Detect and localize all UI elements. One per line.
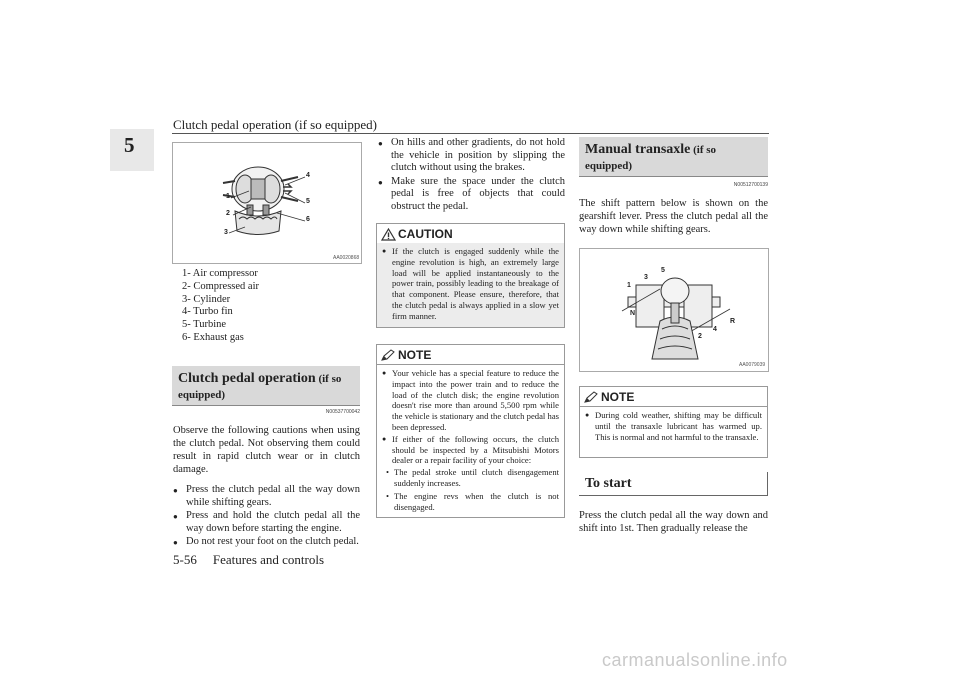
page-footer <box>173 552 340 568</box>
caution-label: CAUTION <box>398 227 453 241</box>
caution-body <box>377 243 564 327</box>
list-item: ● Do not rest your foot on the clutch pedal. <box>173 536 360 549</box>
note-label: NOTE <box>601 390 635 404</box>
callout-3: 3 <box>224 229 228 236</box>
legend-item: 1- Air compressor <box>182 268 258 279</box>
note-pencil-icon <box>381 349 396 361</box>
page-number: 5-56 <box>173 552 197 567</box>
caution-box <box>376 223 565 328</box>
list-item: ● During cold weather, shifting may be difficult until the transaxle lubricant has warmed up. This is normal and not harmful to the transaxle. <box>585 410 762 442</box>
heading-qualifier-line2: equipped) <box>585 160 633 172</box>
list-item: ● Press and hold the clutch pedal all the way down before starting the engine. <box>173 510 360 535</box>
sub-list-item: • The pedal stroke until clutch disengagement suddenly increases. <box>386 467 559 489</box>
legend-item: 2- Compressed air <box>182 280 259 292</box>
turbo-illustration <box>173 143 361 263</box>
gear-label-N: N <box>630 310 636 317</box>
chapter-number: 5 <box>124 133 135 157</box>
note-label: NOTE <box>398 348 432 362</box>
heading-qualifier: (if so <box>690 144 717 156</box>
footer-section: Features and controls <box>212 552 325 567</box>
gear-label-R: R <box>730 318 736 325</box>
figure-id: AA0079039 <box>739 362 766 368</box>
to-start-text: Press the clutch pedal all the way down and shift into 1st. Then gradually release the <box>579 510 768 534</box>
note-pencil-icon <box>584 391 599 403</box>
callout-5: 5 <box>306 198 310 205</box>
clutch-intro: Observe the following cautions when using the clutch pedal. Not observing them could result in rapid clutch wear or in clutch damage. <box>173 425 360 475</box>
header-rule <box>172 133 769 134</box>
clutch-section-heading <box>172 366 360 406</box>
transaxle-intro: The shift pattern below is shown on the gearshift lever. Press the clutch pedal all the way down while shifting gears. <box>579 198 768 235</box>
legend-item: 6- Exhaust gas <box>182 331 244 343</box>
list-item: ● On hills and other gradients, do not hold the vehicle in position by slipping the clutch without using the brakes. <box>378 137 565 175</box>
heading-qualifier: (if so <box>315 373 342 385</box>
callout-2: 2 <box>226 210 230 217</box>
sub-list-item: • The engine revs when the clutch is not disengaged. <box>386 491 559 513</box>
legend-item: 5- Turbine <box>182 319 227 331</box>
gear-label-4: 4 <box>713 326 717 333</box>
callout-1: 1 <box>226 193 230 200</box>
section-code: N00512700139 <box>733 182 768 188</box>
heading-main: Clutch pedal operation <box>178 371 316 386</box>
note-body <box>377 365 564 518</box>
note-header <box>377 345 564 365</box>
gear-label-3: 3 <box>644 274 648 281</box>
callout-4: 4 <box>306 172 310 179</box>
clutch-bullets <box>173 484 360 550</box>
figure-id: AA0020868 <box>333 255 360 261</box>
warning-triangle-icon <box>381 228 396 241</box>
figure-legend <box>182 268 259 345</box>
list-item: ● If the clutch is engaged suddenly while the engine revolution is high, an extremely large load will be applied instantaneously to the power train, possibly leading to the breakage of that component. Please ensure, therefore, that the clutch pedal is always applied in a slow yet firm manner. <box>382 246 559 322</box>
callout-6: 6 <box>306 216 310 223</box>
gear-label-5: 5 <box>661 267 665 274</box>
running-header: Clutch pedal operation (if so equipped) <box>173 117 377 132</box>
shift-pattern-figure <box>579 248 769 372</box>
gear-label-1: 1 <box>627 282 631 289</box>
shift-pattern-illustration <box>580 249 768 371</box>
heading-qualifier-line2: equipped) <box>178 389 226 401</box>
heading-main: Manual transaxle <box>585 142 691 157</box>
section-code: N00537700042 <box>325 409 360 415</box>
note-box <box>376 344 565 518</box>
note-box-right <box>579 386 768 458</box>
gear-label-2: 2 <box>698 333 702 340</box>
to-start-heading: To start <box>579 472 768 496</box>
watermark-text: carmanualsonline.info <box>602 650 788 670</box>
list-item: ● If either of the following occurs, the clutch should be inspected by a Mitsubishi Motors dealer or a repair facility of your choice: <box>382 434 559 466</box>
note-body <box>580 407 767 447</box>
legend-item: 4- Turbo fin <box>182 306 233 318</box>
caution-header <box>377 224 564 243</box>
middle-bullets <box>378 137 565 214</box>
transaxle-section-heading <box>579 137 768 177</box>
list-item: ● Your vehicle has a special feature to reduce the impact into the power train and to reduce the load of the clutch disk; the engine revolution doesn't rise more than around 5,500 rpm while the vehicle is stationary and the clutch pedal has been depressed. <box>382 368 559 433</box>
list-item: ● Press the clutch pedal all the way down while shifting gears. <box>173 484 360 509</box>
list-item: ● Make sure the space under the clutch pedal is free of objects that could obstruct the pedal. <box>378 176 565 214</box>
note-header <box>580 387 767 407</box>
turbo-figure <box>172 142 362 264</box>
legend-item: 3- Cylinder <box>182 293 231 305</box>
